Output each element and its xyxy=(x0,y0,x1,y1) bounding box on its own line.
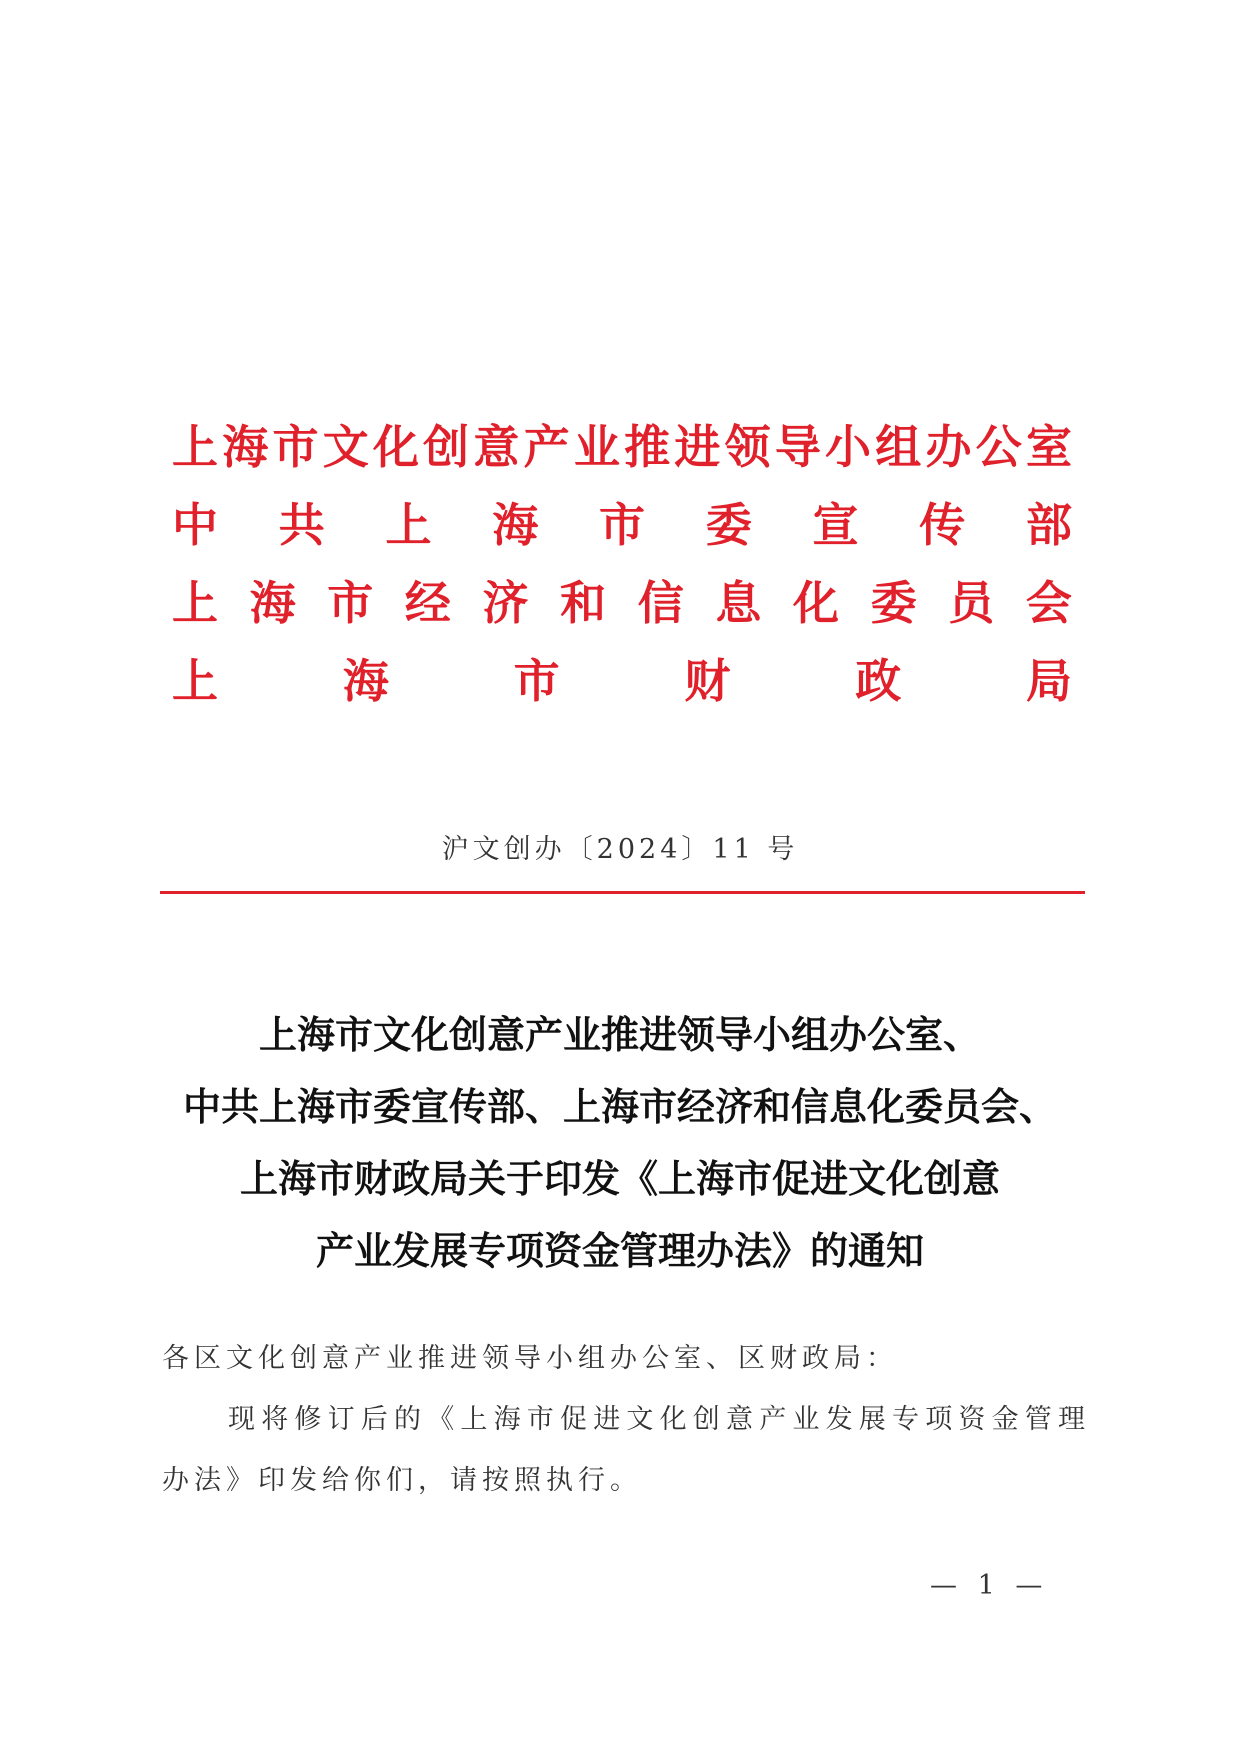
issuer-char: 委 xyxy=(705,498,752,552)
document-number: 沪文创办〔2024〕11 号 xyxy=(441,834,799,865)
issuer-char: 济 xyxy=(482,576,529,630)
issuer-char: 海 xyxy=(342,654,389,708)
issuer-char: 上 xyxy=(385,498,432,552)
issuer-char: 海 xyxy=(249,576,296,630)
issuer-char: 推 xyxy=(624,420,671,474)
issuer-char: 市 xyxy=(599,498,645,552)
issuer-char: 组 xyxy=(875,420,922,474)
issuer-char: 市 xyxy=(327,576,374,630)
issuer-char: 小 xyxy=(825,420,872,474)
issuer-char: 化 xyxy=(793,576,839,630)
issuer-char: 文 xyxy=(322,420,369,474)
issuer-char: 中 xyxy=(172,498,218,552)
issuer-char: 海 xyxy=(222,420,269,474)
issuer-line-2 xyxy=(172,494,1072,556)
title-line-1: 上海市文化创意产业推进领导小组办公室、 xyxy=(258,1012,981,1057)
issuer-char: 上 xyxy=(172,576,218,630)
issuer-char: 和 xyxy=(560,576,607,630)
issuer-char: 办 xyxy=(925,420,972,474)
issuer-char: 息 xyxy=(715,576,762,630)
issuer-char: 上 xyxy=(172,420,218,474)
issuer-line-4 xyxy=(172,650,1072,712)
issuer-char: 化 xyxy=(372,420,419,474)
issuer-char: 市 xyxy=(272,420,319,474)
title-line-3: 上海市财政局关于印发《上海市促进文化创意 xyxy=(239,1156,1000,1201)
salutation: 各区文化创意产业推进领导小组办公室、区财政局： xyxy=(162,1343,898,1374)
page-number: — 1 — xyxy=(930,1570,1049,1601)
issuer-char: 宣 xyxy=(812,498,859,552)
issuer-char: 室 xyxy=(1025,420,1072,474)
issuer-line-1 xyxy=(172,416,1072,478)
issuer-char: 共 xyxy=(278,498,325,552)
issuer-char: 领 xyxy=(724,420,771,474)
issuer-char: 业 xyxy=(573,420,620,474)
issuer-char: 部 xyxy=(1026,498,1072,552)
issuer-char: 海 xyxy=(492,498,539,552)
issuer-char: 局 xyxy=(1025,654,1072,708)
issuer-line-3 xyxy=(172,572,1072,634)
issuer-char: 市 xyxy=(513,654,560,708)
issuer-char: 员 xyxy=(948,576,995,630)
issuer-char: 会 xyxy=(1025,576,1072,630)
issuer-char: 产 xyxy=(523,420,570,474)
issuer-char: 经 xyxy=(404,576,451,630)
title-line-4: 产业发展专项资金管理办法》的通知 xyxy=(315,1228,924,1273)
issuer-char: 导 xyxy=(774,420,821,474)
issuer-char: 委 xyxy=(870,576,917,630)
issuer-char: 进 xyxy=(674,420,721,474)
issuer-char: 传 xyxy=(919,498,966,552)
title-line-2: 中共上海市委宣传部、上海市经济和信息化委员会、 xyxy=(182,1084,1057,1129)
issuer-char: 上 xyxy=(172,654,218,708)
issuer-char: 创 xyxy=(423,420,470,474)
body-line-1: 现将修订后的《上海市促进文化创意产业发展专项资金管理 xyxy=(228,1404,1092,1435)
issuer-char: 意 xyxy=(473,420,520,474)
body-line-2: 办法》印发给你们，请按照执行。 xyxy=(162,1465,642,1496)
red-divider-rule xyxy=(160,891,1085,894)
issuer-char: 政 xyxy=(855,654,902,708)
issuer-char: 财 xyxy=(684,654,731,708)
issuer-char: 公 xyxy=(975,420,1022,474)
issuer-char: 信 xyxy=(637,576,684,630)
